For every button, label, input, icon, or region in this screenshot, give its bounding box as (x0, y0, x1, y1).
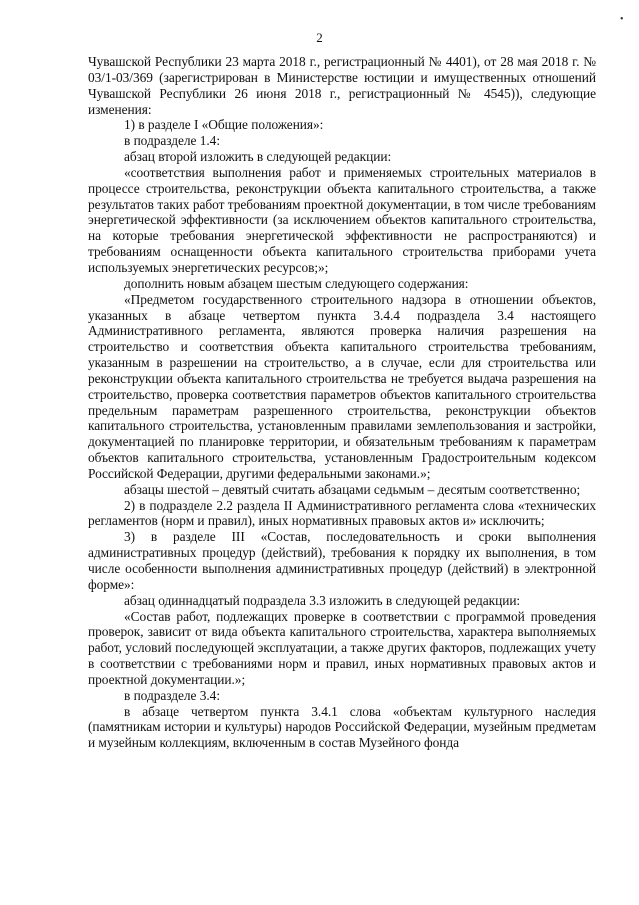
page-number: 2 (316, 30, 323, 45)
paragraph-12: «Состав работ, подлежащих проверке в соответствии с программой проведения проверок, зависит от вида объекта капитального строительства, характера выполняемых работ, условий последующей эксплуатации, а также других факторов, подлежащих учету в соответствии с требованиями норм и правил, иных нормативных правовых актов и проектной документации.»; (88, 608, 596, 687)
paragraph-6: дополнить новым абзацем шестым следующего содержания: (124, 275, 469, 291)
paragraph-4: абзац второй изложить в следующей редакции: (124, 149, 392, 165)
paragraph-10: 3) в разделе III «Состав, последовательность и сроки выполнения административных процедур (действий), требования к порядку их выполнения, в том числе особенности выполнения административных процедур (действий) в электронной форме»: (88, 529, 596, 592)
paragraph-7: «Предметом государственного строительного надзора в отношении объектов, указанных в абзаце четвертом пункта 3.4.4 подраздела 3.4 настоящего Административного регламента, являются проверка наличия разрешения на строительство и соответствия объекта капитального строительства требованиям, указанным в разрешении на строительство, а в случае, если для строительства или реконструкции объекта капитального строительства не требуется выдача разрешения на строительство, проверка соответствия параметров объектов капитального строительства предельным параметрам разрешенного строительства, реконструкции объектов капитального строительства, установленным правилами землепользования и застройки, документацией по планировке территории, и обязательным требованиям к параметрам объектов капитального строительства, установленным Градостроительным кодексом Российской Федерации, другими федеральными законами.»; (88, 291, 596, 481)
paragraph-11: абзац одиннадцатый подраздела 3.3 изложить в следующей редакции: (124, 592, 521, 608)
paragraph-5: «соответствия выполнения работ и применяемых строительных материалов в процессе строительства, реконструкции объекта капитального строительства, а также результатов таких работ требованиям проектной документации, в том числе требованиям энергетической эффективности (за исключением объектов капитального строительства, на которые требования энергетической эффективности не распространяются) и требованиям оснащенности объекта капитального строительства приборами учета используемых энергетических ресурсов;»; (88, 164, 596, 275)
paragraph-8: абзацы шестой – девятый считать абзацами седьмым – десятым соответственно; (124, 481, 581, 497)
paragraph-1: Чувашской Республики 23 марта 2018 г., регистрационный № 4401), от 28 мая 2018 г. № 03/1-03/369 (зарегистрирован в Министерстве юстиции и имущественных отношений Чувашской Республики 26 июня 2018 г., регистрационный № 4545)), следующие изменения: (88, 54, 596, 117)
paragraph-2: 1) в разделе I «Общие положения»: (124, 117, 324, 133)
paragraph-9: 2) в подразделе 2.2 раздела II Административного регламента слова «технических регламентов (норм и правил), иных нормативных правовых актов и» исключить; (88, 497, 596, 529)
paragraph-3: в подразделе 1.4: (124, 133, 220, 149)
document-body (88, 54, 596, 751)
scan-mark: • (620, 14, 624, 25)
paragraph-14: в абзаце четвертом пункта 3.4.1 слова «объектам культурного наследия (памятникам истории и культуры) народов Российской Федерации, музейным предметам и музейным коллекциям, включенным в состав Музейного фонда (88, 703, 596, 751)
paragraph-13: в подразделе 3.4: (124, 687, 220, 703)
